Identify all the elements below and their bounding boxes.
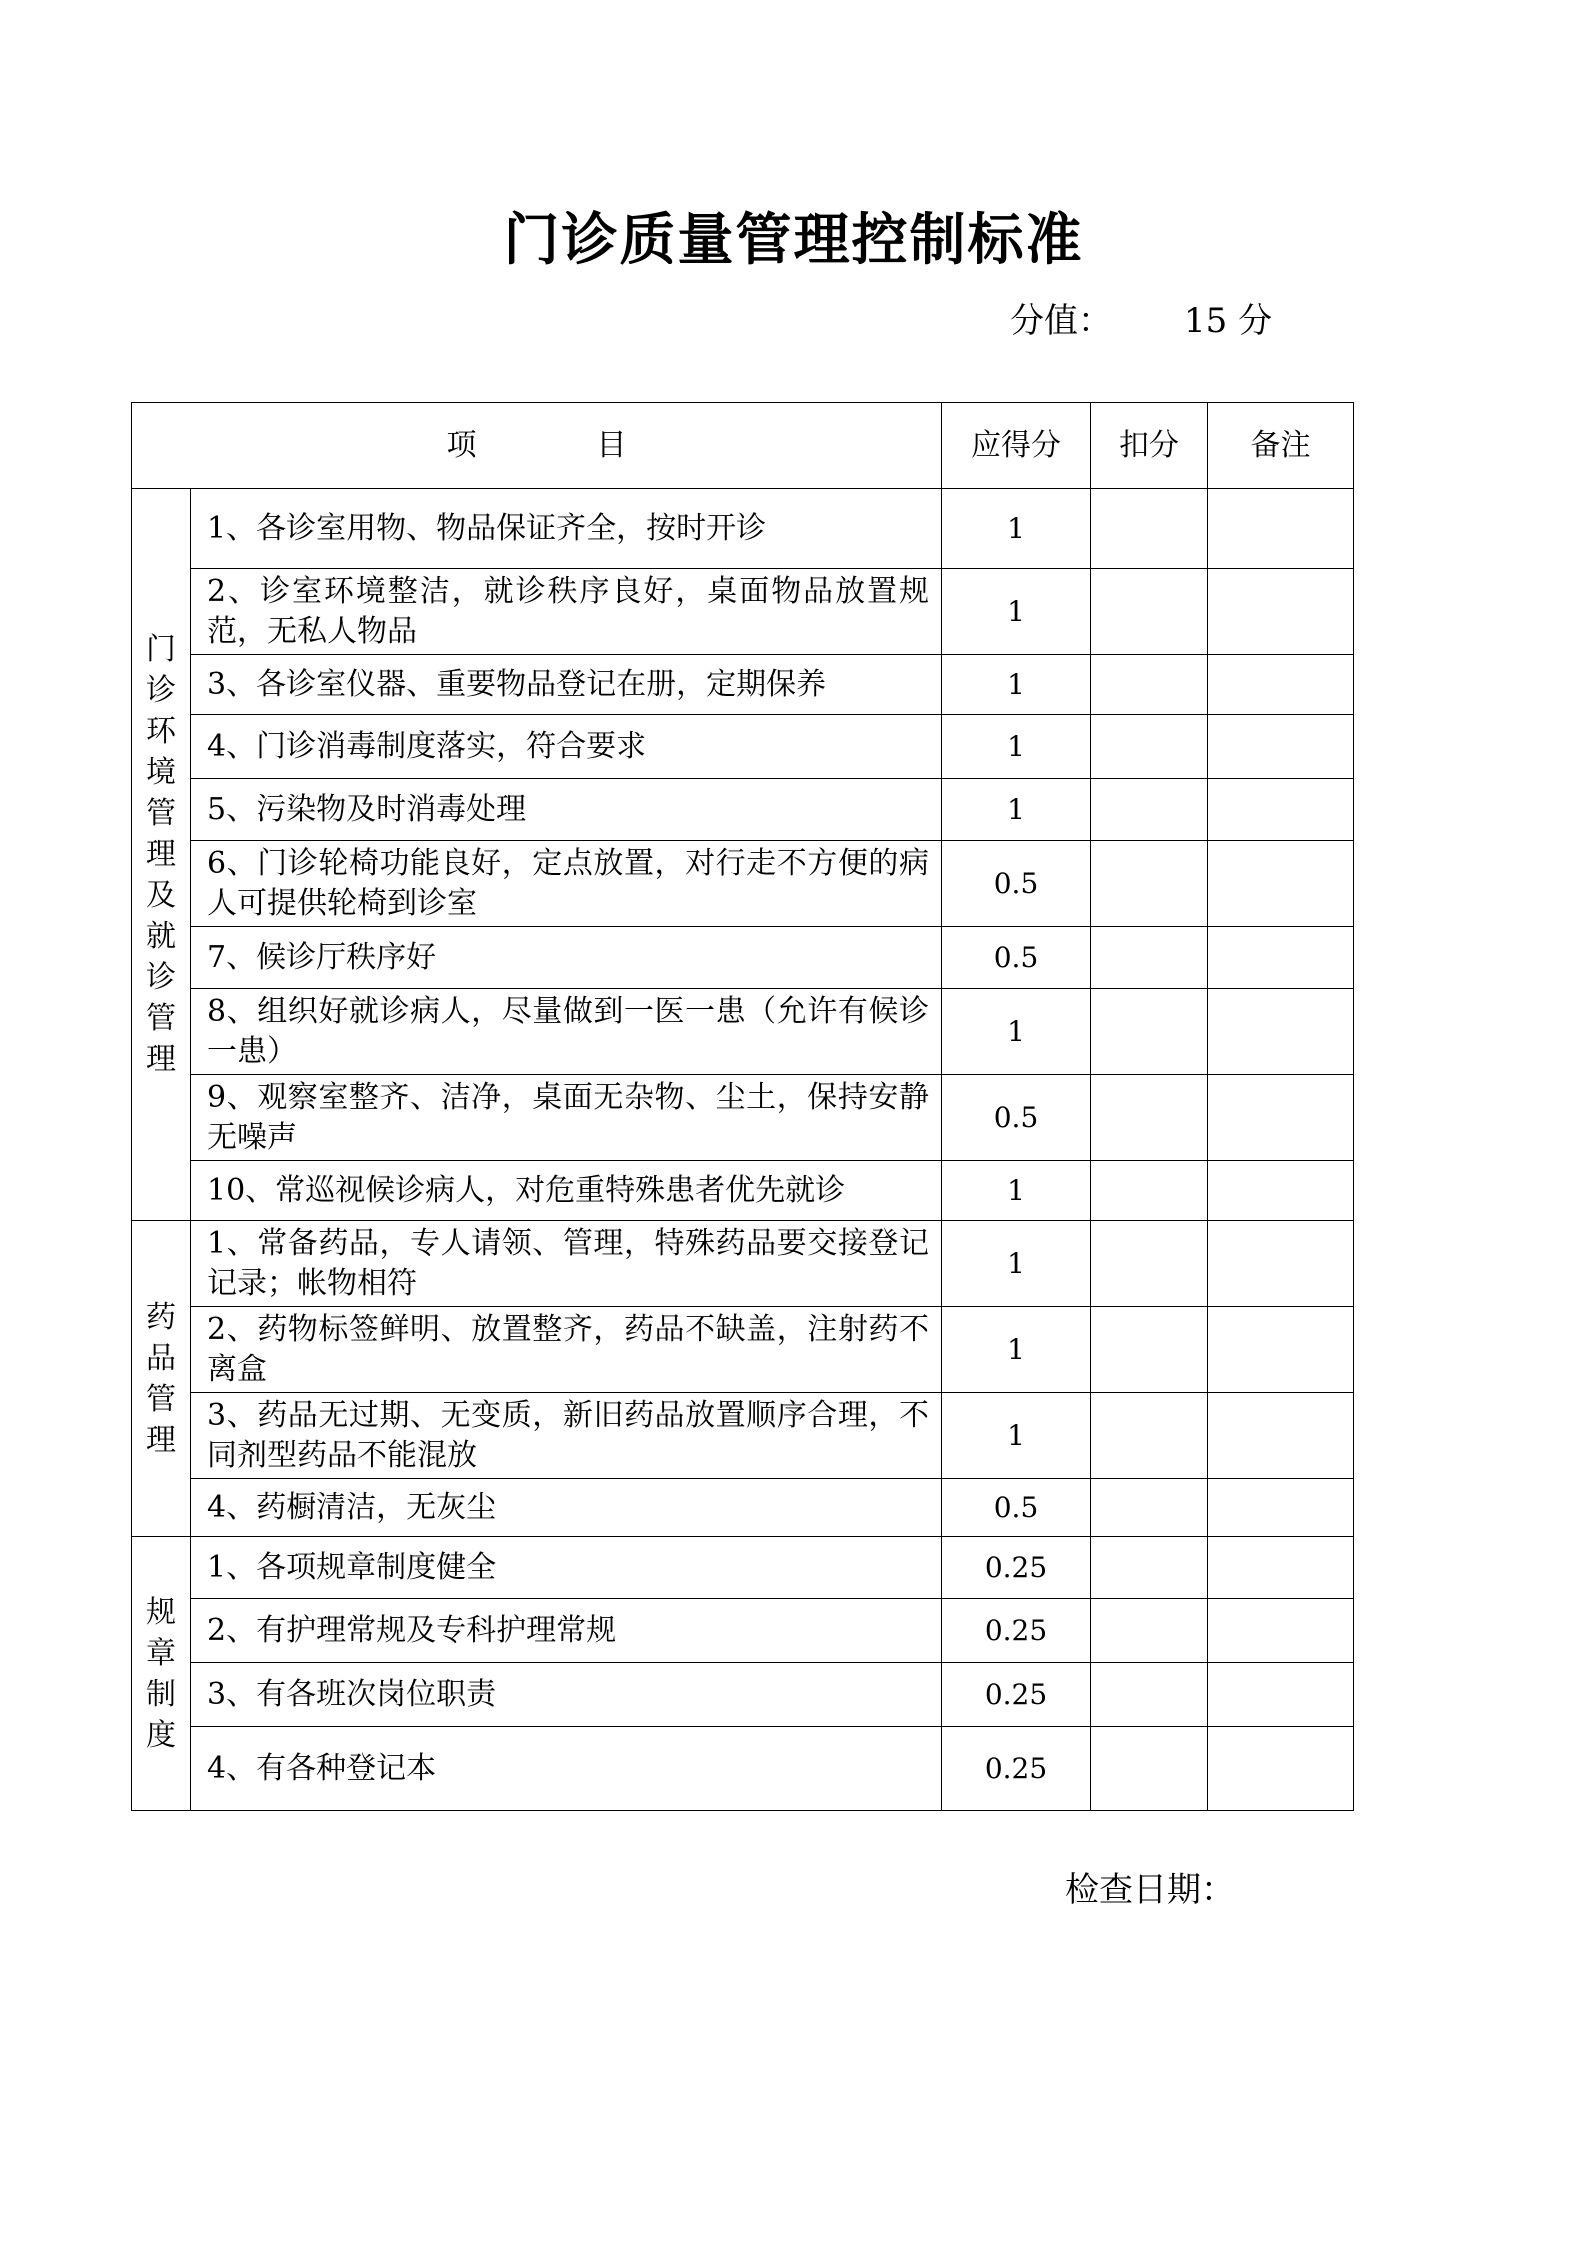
note-cell[interactable]	[1208, 1075, 1354, 1161]
note-cell[interactable]	[1208, 489, 1354, 569]
item-description: 3、药品无过期、无变质，新旧药品放置顺序合理，不同剂型药品不能混放	[191, 1393, 942, 1479]
header-deduct: 扣分	[1091, 403, 1208, 489]
item-score: 0.5	[942, 841, 1091, 927]
table-row	[132, 841, 1354, 927]
category-cell	[132, 1537, 191, 1811]
table-header-row	[132, 403, 1354, 489]
note-cell[interactable]	[1208, 1663, 1354, 1727]
item-score: 1	[942, 1307, 1091, 1393]
deduct-cell[interactable]	[1091, 1221, 1208, 1307]
table-row	[132, 1663, 1354, 1727]
item-score: 1	[942, 989, 1091, 1075]
note-cell[interactable]	[1208, 1479, 1354, 1537]
item-description: 1、各诊室用物、物品保证齐全，按时开诊	[191, 489, 942, 569]
deduct-cell[interactable]	[1091, 1599, 1208, 1663]
item-score: 1	[942, 489, 1091, 569]
table-row	[132, 779, 1354, 841]
deduct-cell[interactable]	[1091, 1663, 1208, 1727]
category-cell	[132, 489, 191, 1221]
item-description: 5、污染物及时消毒处理	[191, 779, 942, 841]
table-row	[132, 989, 1354, 1075]
deduct-cell[interactable]	[1091, 989, 1208, 1075]
item-score: 0.5	[942, 1075, 1091, 1161]
score-label: 分值：	[1010, 301, 1112, 341]
table-row	[132, 1727, 1354, 1811]
item-description: 3、各诊室仪器、重要物品登记在册，定期保养	[191, 655, 942, 715]
table-row	[132, 1161, 1354, 1221]
item-score: 0.25	[942, 1663, 1091, 1727]
deduct-cell[interactable]	[1091, 779, 1208, 841]
item-score: 1	[942, 1393, 1091, 1479]
category-label: 门诊环境管理及就诊管理	[146, 632, 176, 1077]
note-cell[interactable]	[1208, 1307, 1354, 1393]
table-body	[132, 489, 1354, 1811]
note-cell[interactable]	[1208, 1221, 1354, 1307]
note-cell[interactable]	[1208, 1727, 1354, 1811]
item-score: 1	[942, 715, 1091, 779]
item-score: 1	[942, 655, 1091, 715]
table-row	[132, 715, 1354, 779]
note-cell[interactable]	[1208, 1537, 1354, 1599]
table-row	[132, 1221, 1354, 1307]
note-cell[interactable]	[1208, 841, 1354, 927]
item-description: 1、各项规章制度健全	[191, 1537, 942, 1599]
table-row	[132, 1479, 1354, 1537]
item-description: 1、常备药品，专人请领、管理，特殊药品要交接登记记录；帐物相符	[191, 1221, 942, 1307]
deduct-cell[interactable]	[1091, 1075, 1208, 1161]
category-cell	[132, 1221, 191, 1537]
table-row	[132, 1075, 1354, 1161]
note-cell[interactable]	[1208, 1161, 1354, 1221]
check-date-label: 检查日期：	[1065, 1870, 1235, 1910]
note-cell[interactable]	[1208, 1393, 1354, 1479]
item-score: 1	[942, 569, 1091, 655]
deduct-cell[interactable]	[1091, 841, 1208, 927]
deduct-cell[interactable]	[1091, 1161, 1208, 1221]
item-description: 4、有各种登记本	[191, 1727, 942, 1811]
table-row	[132, 655, 1354, 715]
table-row	[132, 1537, 1354, 1599]
score-value: 15 分	[1184, 301, 1273, 341]
table-row	[132, 569, 1354, 655]
category-label: 规章制度	[146, 1594, 176, 1753]
item-description: 9、观察室整齐、洁净，桌面无杂物、尘土，保持安静无噪声	[191, 1075, 942, 1161]
deduct-cell[interactable]	[1091, 1479, 1208, 1537]
deduct-cell[interactable]	[1091, 655, 1208, 715]
item-description: 4、药橱清洁，无灰尘	[191, 1479, 942, 1537]
deduct-cell[interactable]	[1091, 569, 1208, 655]
item-score: 0.25	[942, 1727, 1091, 1811]
item-description: 2、药物标签鲜明、放置整齐，药品不缺盖，注射药不离盒	[191, 1307, 942, 1393]
item-score: 1	[942, 1161, 1091, 1221]
item-score: 1	[942, 1221, 1091, 1307]
item-score: 0.25	[942, 1599, 1091, 1663]
deduct-cell[interactable]	[1091, 1393, 1208, 1479]
table-row	[132, 1393, 1354, 1479]
deduct-cell[interactable]	[1091, 1727, 1208, 1811]
item-score: 1	[942, 779, 1091, 841]
score-line	[1010, 293, 1272, 342]
item-description: 2、诊室环境整洁，就诊秩序良好，桌面物品放置规范，无私人物品	[191, 569, 942, 655]
note-cell[interactable]	[1208, 989, 1354, 1075]
item-description: 2、有护理常规及专科护理常规	[191, 1599, 942, 1663]
item-score: 0.5	[942, 1479, 1091, 1537]
note-cell[interactable]	[1208, 715, 1354, 779]
deduct-cell[interactable]	[1091, 1537, 1208, 1599]
item-description: 7、候诊厅秩序好	[191, 927, 942, 989]
note-cell[interactable]	[1208, 655, 1354, 715]
note-cell[interactable]	[1208, 927, 1354, 989]
item-description: 4、门诊消毒制度落实，符合要求	[191, 715, 942, 779]
header-note: 备注	[1208, 403, 1354, 489]
header-item: 项 目	[132, 403, 942, 489]
item-description: 10、常巡视候诊病人，对危重特殊患者优先就诊	[191, 1161, 942, 1221]
quality-standard-table	[131, 402, 1354, 1811]
table-row	[132, 1307, 1354, 1393]
deduct-cell[interactable]	[1091, 927, 1208, 989]
note-cell[interactable]	[1208, 569, 1354, 655]
document-title: 门诊质量管理控制标准	[503, 207, 1084, 273]
note-cell[interactable]	[1208, 779, 1354, 841]
header-score: 应得分	[942, 403, 1091, 489]
category-label: 药品管理	[146, 1299, 176, 1458]
item-score: 0.5	[942, 927, 1091, 989]
item-description: 3、有各班次岗位职责	[191, 1663, 942, 1727]
item-score: 0.25	[942, 1537, 1091, 1599]
table-row	[132, 927, 1354, 989]
item-description: 6、门诊轮椅功能良好，定点放置，对行走不方便的病人可提供轮椅到诊室	[191, 841, 942, 927]
table-row	[132, 489, 1354, 569]
deduct-cell[interactable]	[1091, 715, 1208, 779]
note-cell[interactable]	[1208, 1599, 1354, 1663]
deduct-cell[interactable]	[1091, 1307, 1208, 1393]
deduct-cell[interactable]	[1091, 489, 1208, 569]
item-description: 8、组织好就诊病人，尽量做到一医一患（允许有候诊一患）	[191, 989, 942, 1075]
table-row	[132, 1599, 1354, 1663]
